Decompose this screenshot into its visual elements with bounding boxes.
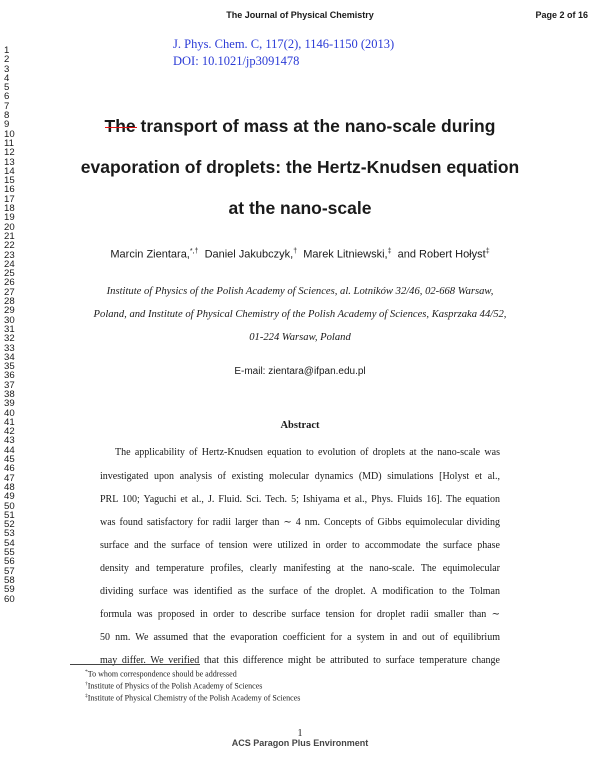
line-number: 51	[4, 509, 15, 521]
author-name: Daniel Jakubczyk,	[204, 248, 294, 261]
affiliation-line-2: Poland, and Institute of Physical Chemistry of the Polish Academy of Sciences, Kasprzaka 44/52,	[93, 309, 507, 320]
author-mark: †	[293, 248, 298, 255]
line-number: 15	[4, 175, 15, 187]
line-number: 55	[4, 547, 15, 559]
abstract-line: was found satisfactory for radii larger than ∼ 4 nm. Concepts of Gibbs equimolecular dividing	[100, 517, 500, 528]
footnote-text: Institute of Physical Chemistry of the Polish Academy of Sciences	[87, 693, 301, 703]
affiliation-line-3: 01-224 Warsaw, Poland	[249, 332, 351, 343]
abstract-line: investigated upon analysis of existing molecular dynamics (MD) simulations [Holyst et al.,	[100, 471, 500, 482]
line-number: 46	[4, 463, 15, 475]
line-number: 24	[4, 258, 15, 270]
line-number: 3	[4, 63, 10, 75]
line-number: 2	[4, 54, 10, 66]
line-number: 52	[4, 519, 15, 531]
footnote-text: Institute of Physics of the Polish Academy of Sciences	[87, 681, 263, 691]
line-number: 23	[4, 249, 15, 261]
affiliation-line-1: Institute of Physics of the Polish Academy of Sciences, al. Lotników 32/46, 02-668 Warsaw,	[106, 286, 494, 297]
line-number: 40	[4, 407, 15, 419]
footnote-1	[85, 669, 237, 679]
line-number: 42	[4, 426, 15, 438]
line-number: 17	[4, 193, 15, 205]
line-number: 41	[4, 416, 15, 428]
footnote-mark: †	[85, 681, 88, 687]
footer-environment: ACS Paragon Plus Environment	[231, 738, 369, 748]
footnote-divider	[70, 664, 200, 665]
author-name: and Robert Hołyst	[397, 248, 486, 261]
abstract-line: The applicability of Hertz-Knudsen equation to evolution of droplets at the nano-scale was	[115, 447, 500, 458]
line-number: 5	[4, 82, 10, 94]
abstract-line: density and temperature profiles, clearly manifesting at the nano-scale. The equimolecular	[100, 563, 500, 574]
line-number: 35	[4, 361, 15, 373]
line-number: 19	[4, 212, 15, 224]
abstract-line: may differ. We verified that this difference might be attributed to surface temperature change	[100, 655, 500, 666]
line-number: 54	[4, 537, 15, 549]
line-number: 38	[4, 388, 15, 400]
line-number: 20	[4, 221, 15, 233]
footnote-mark: ‡	[85, 693, 88, 699]
line-number: 43	[4, 435, 15, 447]
line-number: 33	[4, 342, 15, 354]
page-number: 1	[297, 728, 303, 739]
author-email: E-mail: zientara@ifpan.edu.pl	[234, 366, 366, 377]
line-number: 37	[4, 379, 15, 391]
abstract-line: formula was proposed in order to describe surface tension for droplet radii smaller than ∼	[100, 609, 500, 620]
author-mark: ‡	[485, 248, 490, 255]
author-mark: *,†	[189, 248, 199, 255]
line-number: 49	[4, 491, 15, 503]
line-number: 6	[4, 91, 10, 103]
line-number: 1	[4, 45, 10, 56]
line-number: 39	[4, 398, 15, 410]
author-mark: ‡	[387, 248, 392, 255]
author-name: Marek Litniewski,	[303, 248, 388, 261]
footnote-mark: *	[85, 669, 88, 675]
line-number: 48	[4, 481, 15, 493]
paper-title-line-3: at the nano-scale	[228, 198, 372, 218]
citation-block	[173, 36, 394, 70]
line-number: 11	[4, 137, 14, 149]
paper-title-line-1	[40, 116, 560, 137]
line-number: 59	[4, 584, 15, 596]
line-number: 18	[4, 203, 15, 215]
line-number: 57	[4, 565, 15, 577]
line-number: 45	[4, 454, 15, 466]
title-line-1-text: transport of mass at the nano-scale during	[135, 116, 496, 136]
line-number: 58	[4, 574, 15, 586]
line-number: 32	[4, 333, 15, 345]
line-number: 44	[4, 444, 15, 456]
line-number-gutter	[4, 46, 24, 604]
line-number: 34	[4, 351, 15, 363]
footnote-text: To whom correspondence should be addressed	[87, 669, 237, 679]
line-number: 26	[4, 277, 15, 289]
abstract-line: dividing surface was identified as the surface of the droplet. A modification to the Tolman	[100, 586, 500, 597]
running-header-journal: The Journal of Physical Chemistry	[226, 10, 374, 20]
line-number: 53	[4, 528, 15, 540]
line-number: 21	[4, 230, 15, 242]
line-number: 36	[4, 370, 15, 382]
author-list	[40, 248, 560, 261]
line-number: 7	[4, 100, 10, 112]
paper-title-line-2: evaporation of droplets: the Hertz-Knudsen equation	[80, 157, 520, 177]
line-number: 29	[4, 305, 15, 317]
line-number: 56	[4, 556, 15, 568]
citation-doi: DOI: 10.1021/jp3091478	[173, 54, 300, 68]
abstract-line: PRL 100; Yaguchi et al., J. Fluid. Sci. Tech. 5; Ishiyama et al., Phys. Fluids 16]. The equation	[100, 494, 500, 505]
author-name: Marcin Zientara,	[110, 248, 190, 261]
abstract-heading: Abstract	[280, 420, 320, 431]
line-number: 10	[4, 128, 15, 140]
line-number: 12	[4, 147, 15, 159]
line-number: 30	[4, 314, 15, 326]
line-number: 50	[4, 500, 15, 512]
footnote-3	[85, 693, 300, 703]
running-header-page: Page 2 of 16	[535, 10, 588, 20]
line-number: 16	[4, 184, 15, 196]
abstract-line: surface and the surface of tension were utilized in order to accommodate the surface phase	[100, 540, 500, 551]
line-number: 27	[4, 286, 15, 298]
line-number: 28	[4, 296, 15, 308]
line-number: 8	[4, 110, 10, 122]
line-number: 14	[4, 165, 15, 177]
citation-reference: J. Phys. Chem. C, 117(2), 1146-1150 (2013)	[173, 37, 395, 51]
line-number: 60	[4, 593, 15, 605]
line-number: 9	[4, 119, 10, 131]
line-number: 13	[4, 156, 15, 168]
line-number: 47	[4, 472, 15, 484]
line-number: 31	[4, 323, 15, 335]
struck-title-word: The	[104, 116, 136, 136]
line-number: 4	[4, 72, 10, 84]
line-number: 22	[4, 240, 15, 252]
abstract-line: 50 nm. We assumed that the evaporation coefficient for a system in and out of equilibrium	[100, 632, 500, 643]
line-number: 25	[4, 268, 15, 280]
footnote-2	[85, 681, 262, 691]
